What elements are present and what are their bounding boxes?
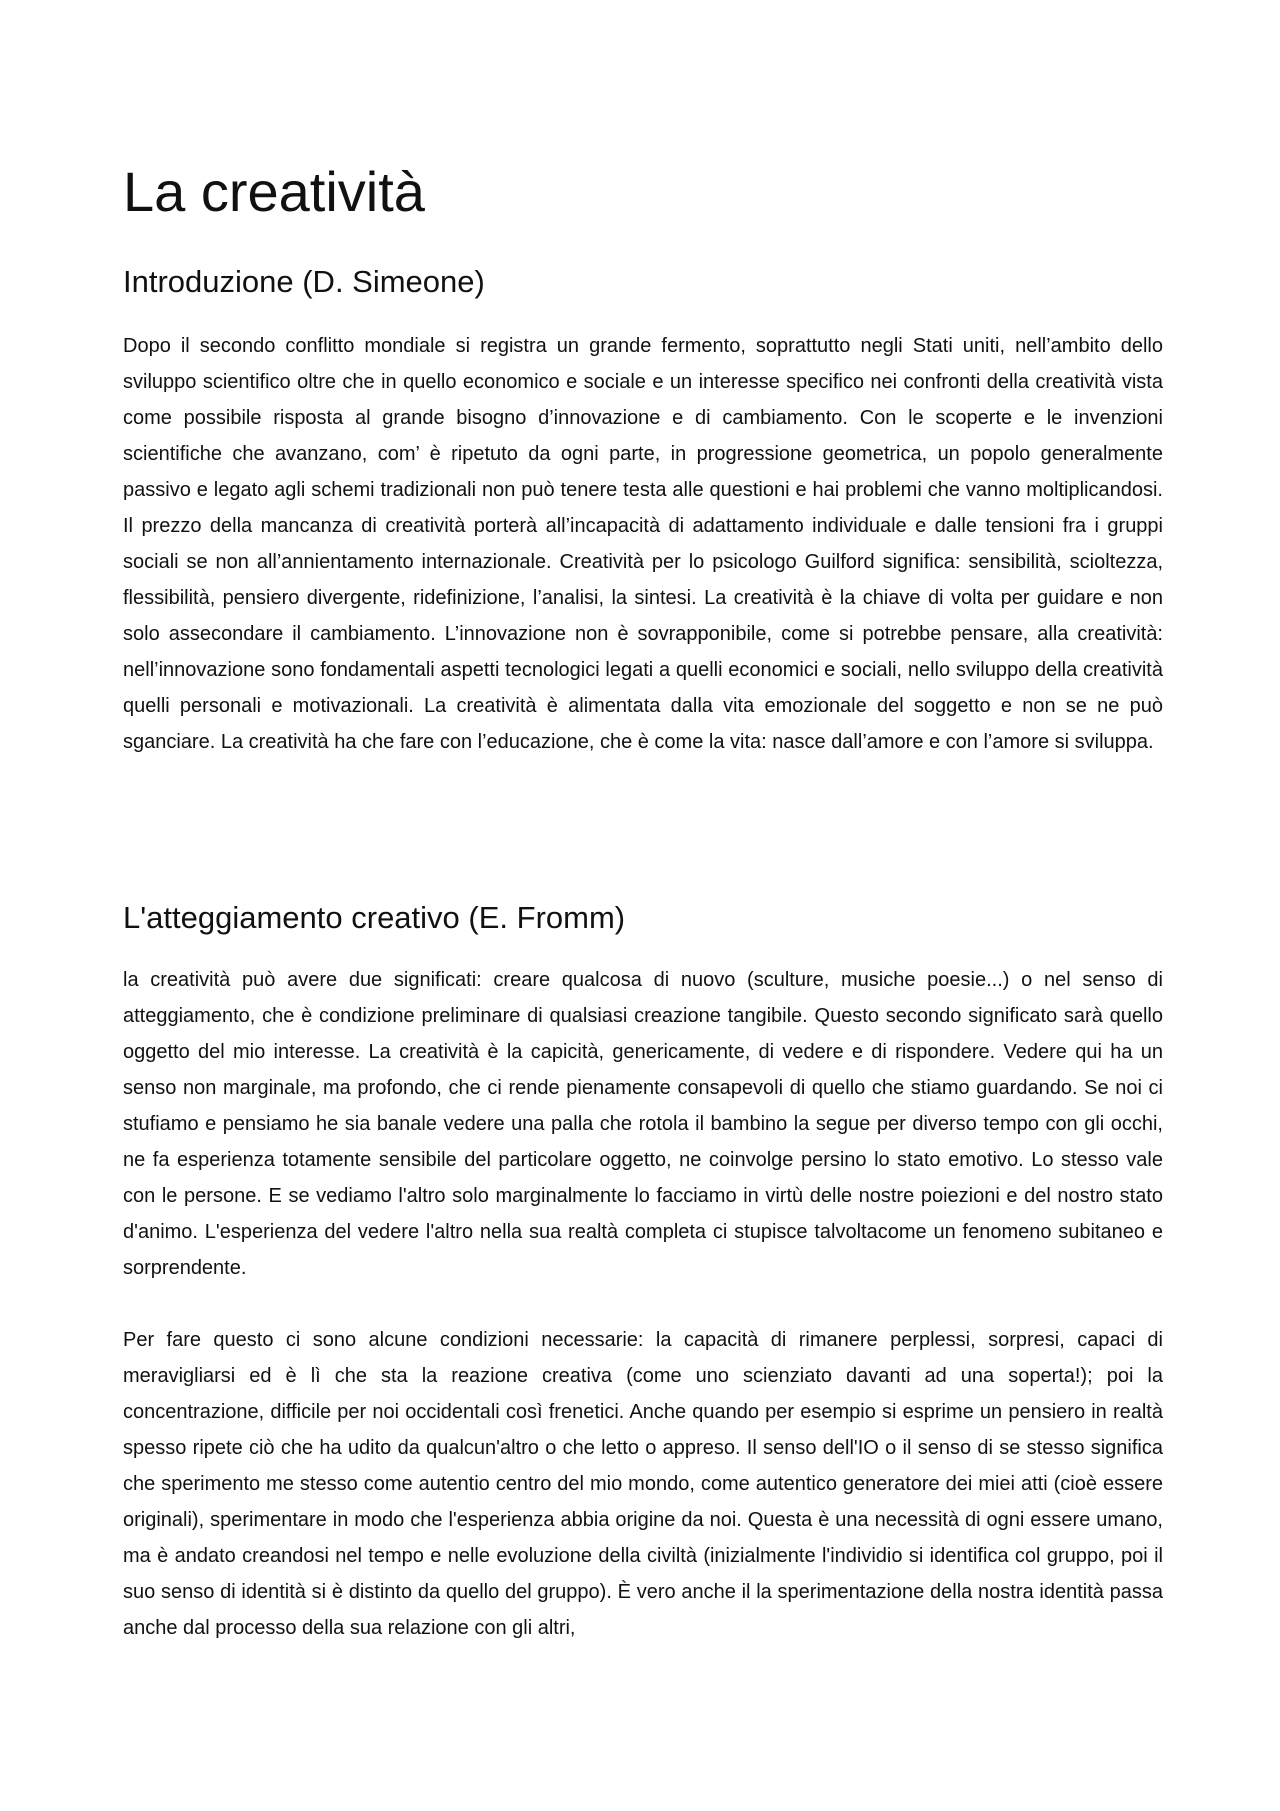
paragraph-introduzione: Dopo il secondo conflitto mondiale si registra un grande fermento, soprattutto negli Stati uniti, nell’ambito dello sviluppo scientifico oltre che in quello economico e sociale e un interesse specifico nei confronti della creatività vista come possibile risposta al grande bisogno d’innovazione e di cambiamento. Con le scoperte e le invenzioni scientifiche che avanzano, com’ è ripetuto da ogni parte, in progressione geometrica, un popolo generalmente passivo e legato agli schemi tradizionali non può tenere testa alle questioni e hai problemi che vanno moltiplicandosi. Il prezzo della mancanza di creatività porterà all’incapacità di adattamento individuale e dalle tensioni fra i gruppi sociali se non all’annientamento internazionale. Creatività per lo psicologo Guilford significa: sensibilità, scioltezza, flessibilità, pensiero divergente, ridefinizione, l’analisi, la sintesi. La creatività è la chiave di volta per guidare e non solo assecondare il cambiamento. L’innovazione non è sovrapponibile, come si potrebbe pensare, alla creatività: nell’innovazione sono fondamentali aspetti tecnologici legati a quelli economici e sociali, nello sviluppo della creatività quelli personali e motivazionali. La creatività è alimentata dalla vita emozionale del soggetto e non se ne può sganciare. La creatività ha che fare con l’educazione, che è come la vita: nasce dall’amore e con l’amore si sviluppa. [123,335,1163,753]
section-heading-atteggiamento-creativo: L'atteggiamento creativo (E. Fromm) [123,900,626,935]
section-heading-introduzione: Introduzione (D. Simeone) [123,264,485,299]
paragraph-atteggiamento-1: la creatività può avere due significati: creare qualcosa di nuovo (sculture, musiche poesie...) o nel senso di atteggiamento, che è condizione preliminare di qualsiasi creazione tangibile. Questo secondo significato sarà quello oggetto del mio interesse. La creatività è la capicità, genericamente, di vedere e di rispondere. Vedere qui ha un senso non marginale, ma profondo, che ci rende pienamente consapevoli di quello che stiamo guardando. Se noi ci stufiamo e pensiamo he sia banale vedere una palla che rotola il bambino la segue per diverso tempo con gli occhi, ne fa esperienza totamente sensibile del particolare oggetto, ne coinvolge persino lo stato emotivo. Lo stesso vale con le persone. E se vediamo l'altro solo marginalmente lo facciamo in virtù delle nostre poiezioni e del nostro stato d'animo. L'esperienza del vedere l'altro nella sua realtà completa ci stupisce talvoltacome un fenomeno subitaneo e sorprendente. [123,969,1163,1279]
document-title: La creatività [123,160,425,223]
paragraph-atteggiamento-2: Per fare questo ci sono alcune condizioni necessarie: la capacità di rimanere perplessi, sorpresi, capaci di meravigliarsi ed è lì che sta la reazione creativa (come uno scienziato davanti ad una soperta!); poi la concentrazione, difficile per noi occidentali così frenetici. Anche quando per esempio si esprime un pensiero in realtà spesso ripete ciò che ha udito da qualcun'altro o che letto o appreso. Il senso dell'IO o il senso di se stesso significa che sperimento me stesso come autentio centro del mio mondo, come autentico generatore dei miei atti (cioè essere originali), sperimentare in modo che l'esperienza abbia origine da noi. Questa è una necessità di ogni essere umano, ma è andato creandosi nel tempo e nelle evoluzione della civiltà (inizialmente l'individio si identifica col gruppo, poi il suo senso di identità si è distinto da quello del gruppo). È vero anche il la sperimentazione della nostra identità passa anche dal processo della sua relazione con gli altri, [123,1329,1163,1639]
